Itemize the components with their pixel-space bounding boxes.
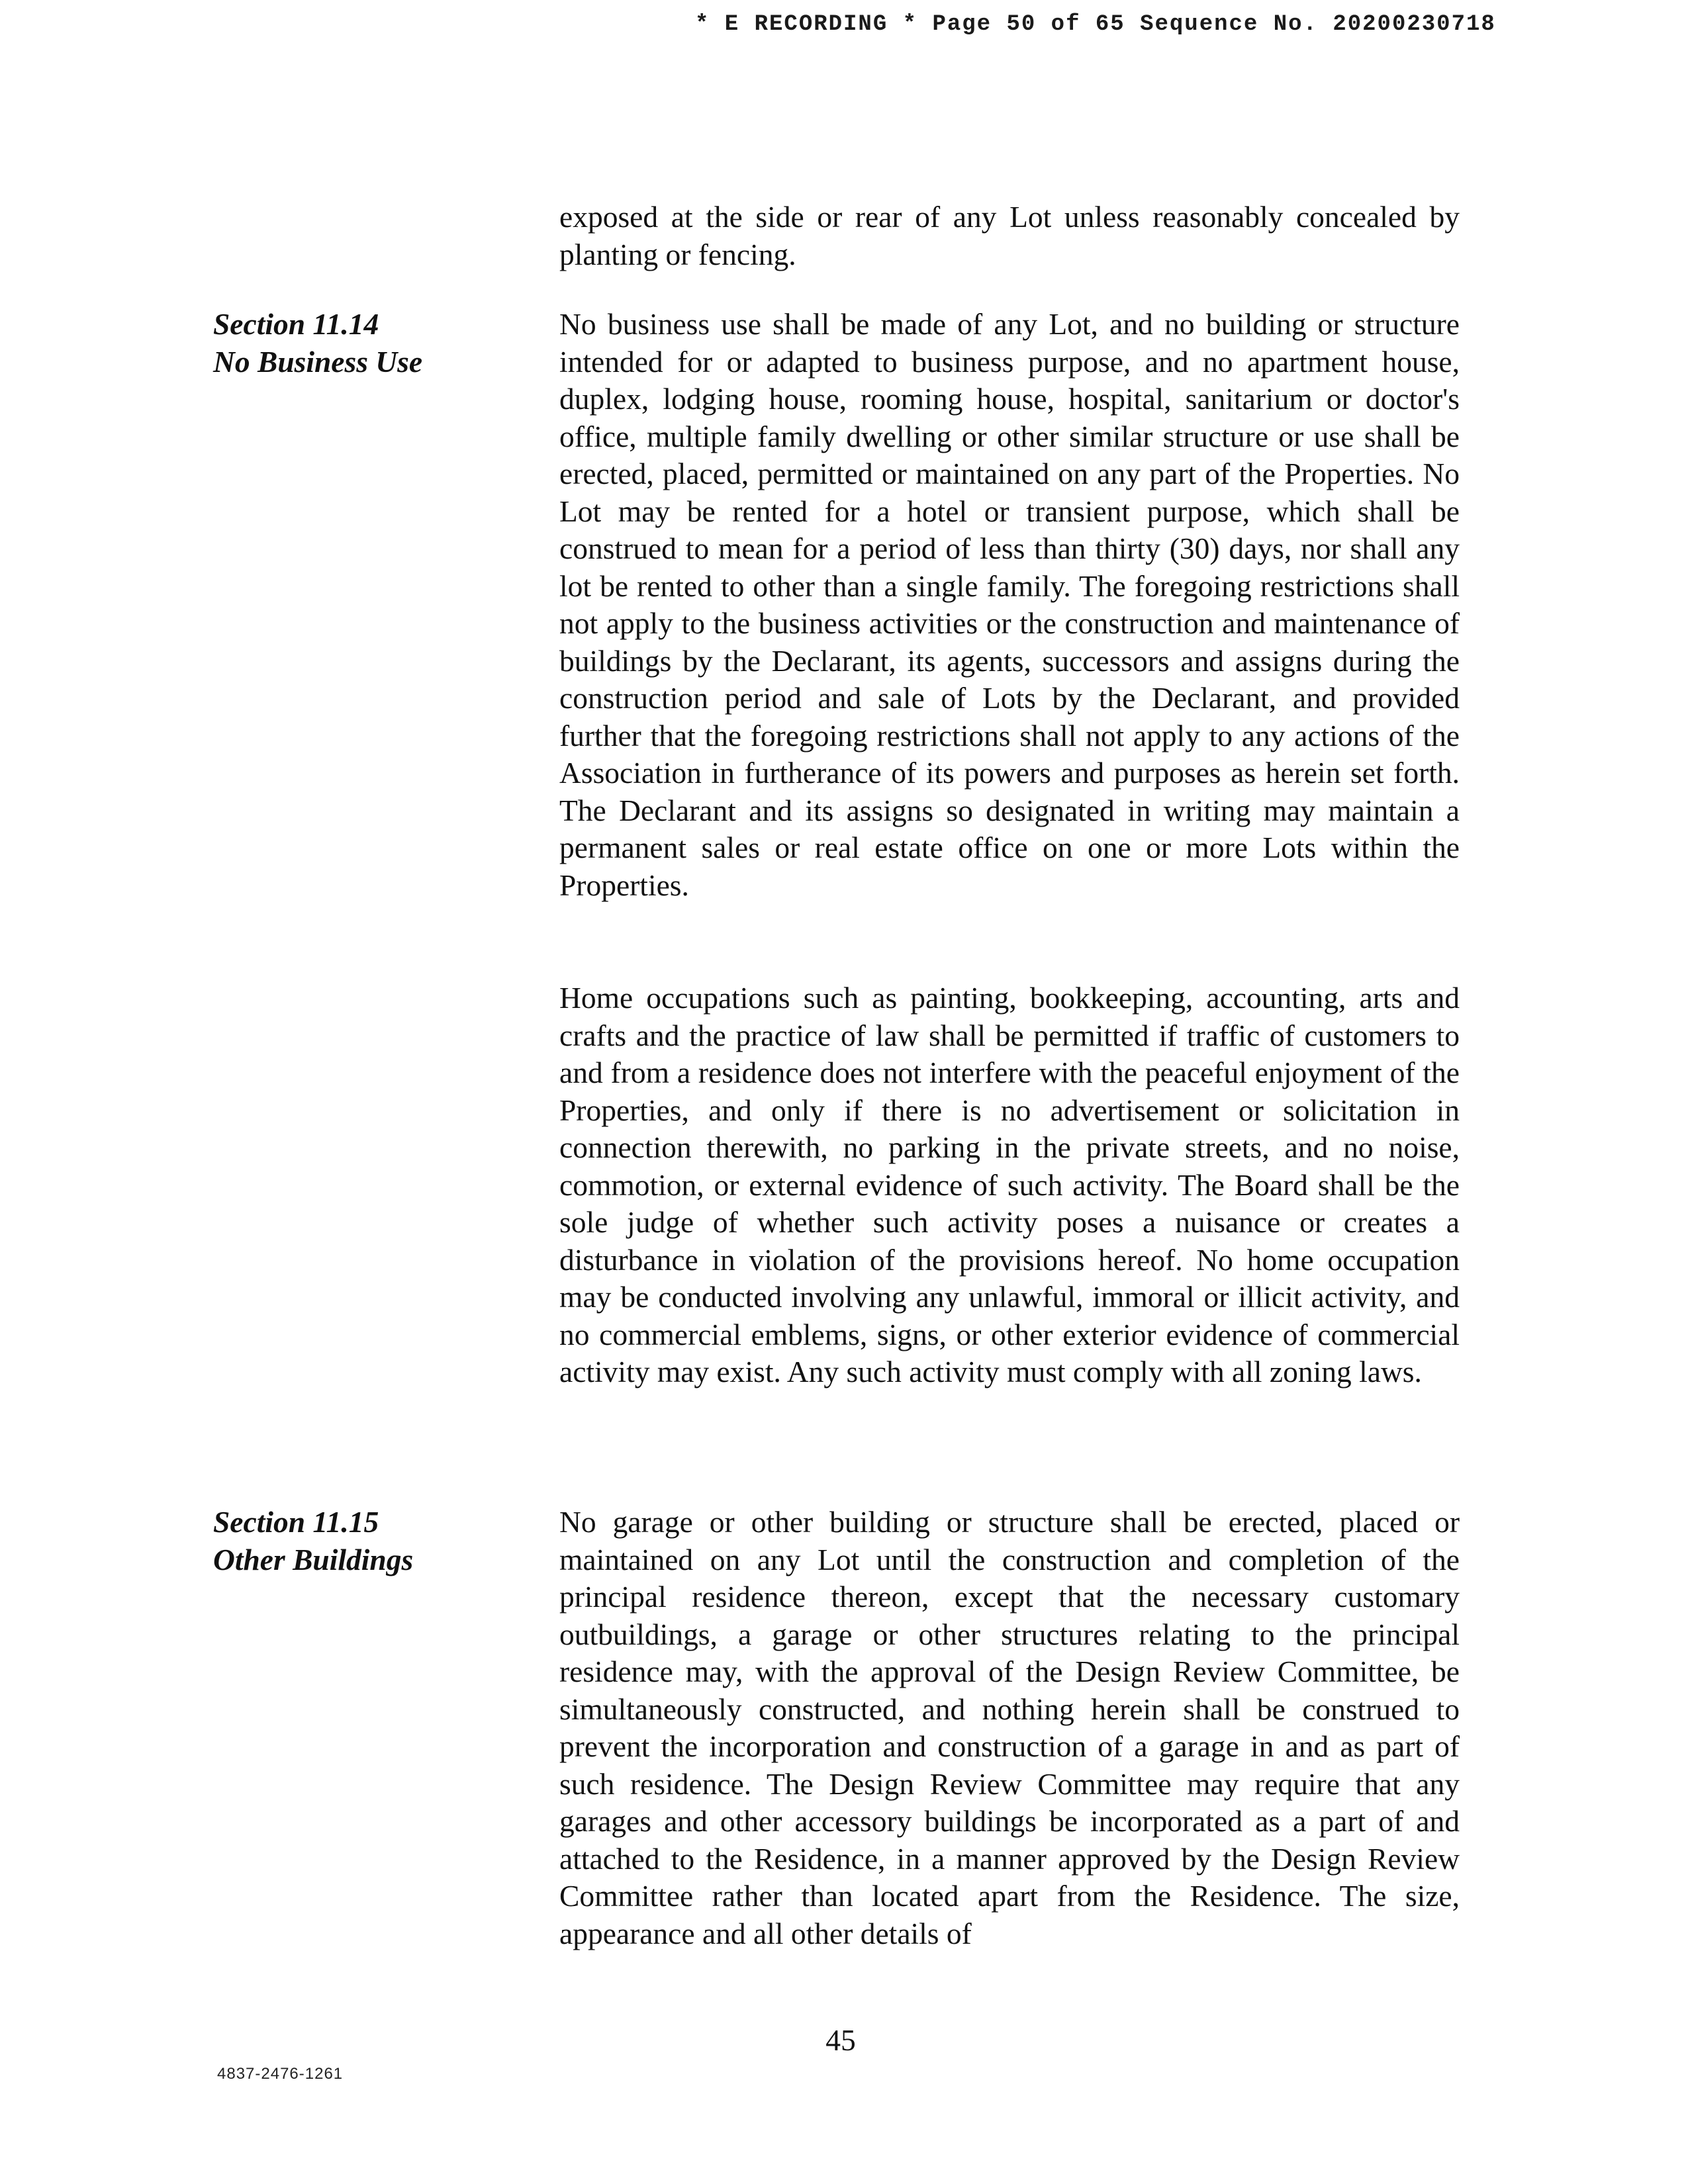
- section-paragraph: No business use shall be made of any Lot, and no building or structure intended for or adapted to business purpose, and no apartment house, duplex, lodging house, rooming house, hospital, sanitarium or doctor's office, multiple family dwelling or other similar structure or use shall be erected, placed, permitted or maintained on any part of the Properties. No Lot may be rented for a hotel or transient purpose, which shall be construed to mean for a period of less than thirty (30) days, nor shall any lot be rented to other than a single family. The foregoing restrictions shall not apply to the business activities or the construction and maintenance of buildings by the Declarant, its agents, successors and assigns during the construction period and sale of Lots by the Declarant, and provided further that the foregoing restrictions shall not apply to any actions of the Association in furtherance of its powers and purposes as herein set forth. The Declarant and its assigns so designated in writing may maintain a permanent sales or real estate office on one or more Lots within the Properties.: [559, 307, 1460, 902]
- continuation-paragraph: exposed at the side or rear of any Lot unless reasonably concealed by planting or fencing.: [559, 200, 1460, 271]
- section-number: Section 11.15: [213, 1505, 379, 1539]
- section-heading: [213, 306, 531, 381]
- section-paragraph: Home occupations such as painting, bookkeeping, accounting, arts and crafts and the practice of law shall be permitted if traffic of customers to and from a residence does not interfere with the peaceful enjoyment of the Properties, and only if there is no advertisement or solicitation in connection therewith, no parking in the private streets, and no noise, commotion, or external evidence of such activity. The Board shall be the sole judge of whether such activity poses a nuisance or creates a disturbance in violation of the provisions hereof. No home occupation may be conducted involving any unlawful, immoral or illicit activity, and no commercial emblems, signs, or other exterior evidence of commercial activity may exist. Any such activity must comply with all zoning laws.: [559, 981, 1460, 1388]
- page-number: 45: [825, 2023, 856, 2057]
- section-paragraph: No garage or other building or structure shall be erected, placed or maintained on any Lot until the construction and completion of the principal residence thereon, except that the necessary customary outbuildings, a garage or other structures relating to the principal residence may, with the approval of the Design Review Committee, be simultaneously constructed, and nothing herein shall be construed to prevent the incorporation and construction of a garage in and as part of such residence. The Design Review Committee may require that any garages and other accessory buildings be incorporated as a part of and attached to the Residence, in a manner approved by the Design Review Committee rather than located apart from the Residence. The size, appearance and all other details of: [559, 1505, 1460, 1950]
- section-number: Section 11.14: [213, 307, 379, 341]
- section-heading: [213, 1504, 531, 1578]
- document-id: 4837-2476-1261: [217, 2065, 344, 2083]
- section-title: No Business Use: [213, 344, 423, 379]
- section-title: Other Buildings: [213, 1542, 414, 1576]
- recording-stamp-header: * E RECORDING * Page 50 of 65 Sequence No. 20200230718: [695, 12, 1496, 37]
